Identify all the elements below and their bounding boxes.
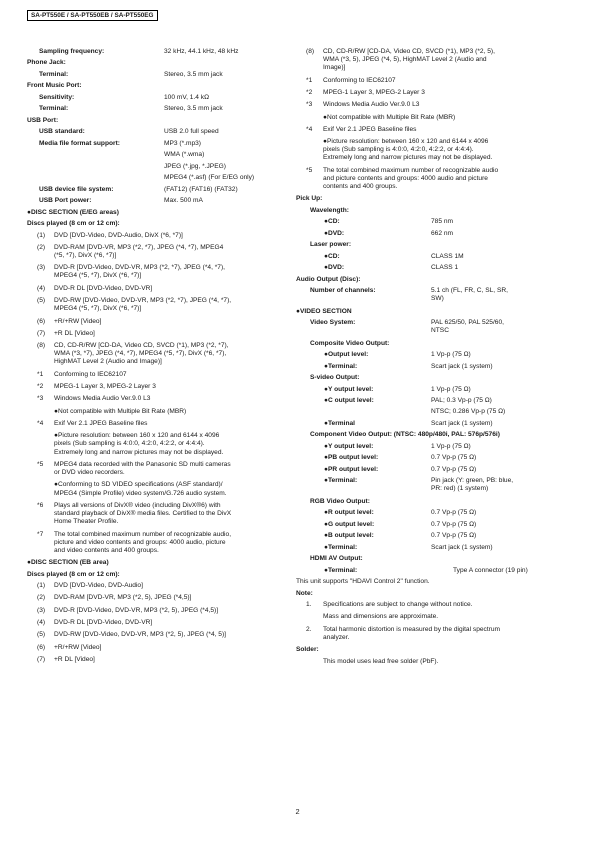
item-number: (5) xyxy=(37,297,46,305)
numbered-item xyxy=(27,285,289,293)
item-text: ●Picture resolution: between 160 x 120 and 6144 x 4096 xyxy=(54,432,220,440)
spec-row xyxy=(27,163,289,170)
sub-note xyxy=(296,138,570,163)
item-text: WMA (*3, 5), JPEG (*4, 5), HighMAT Level 2 (Audio and xyxy=(323,56,487,64)
section-heading: RGB Video Output: xyxy=(310,497,370,505)
spec-value: 0.7 Vp-p (75 Ω) xyxy=(431,520,477,528)
numbered-item xyxy=(296,601,570,609)
spec-label: ●CD: xyxy=(324,218,340,226)
spec-row xyxy=(296,287,570,303)
section-heading: Laser power: xyxy=(310,241,352,249)
spec-value: Pin jack (Y: green, PB: blue, xyxy=(431,477,514,485)
item-text: +R DL [Video] xyxy=(54,655,95,663)
spec-row xyxy=(27,94,289,101)
spec-label: Terminal: xyxy=(39,70,69,78)
spec-value: SW) xyxy=(431,295,444,303)
item-text: DVD-RAM [DVD-VR, MP3 (*2, *7), JPEG (*4, *7), MPEG4 xyxy=(54,243,224,251)
spec-label: Number of channels: xyxy=(310,287,376,295)
spec-label: ●C output level: xyxy=(324,397,374,404)
section-heading: Note: xyxy=(296,589,313,597)
spec-value: 0.7 Vp-p (75 Ω) xyxy=(431,532,477,540)
spec-label: ●B output level: xyxy=(324,532,374,540)
item-number: (8) xyxy=(37,342,46,350)
item-number: (6) xyxy=(37,643,46,651)
spec-label: Video System: xyxy=(310,319,356,327)
item-number: *3 xyxy=(306,101,313,109)
spec-row xyxy=(296,230,570,237)
item-text: DVD-R [DVD-Video, DVD-VR, MP3 (*2, 5), JPEG (*4,5)] xyxy=(54,606,219,614)
numbered-item xyxy=(27,330,289,338)
spec-value: Scart jack (1 system) xyxy=(431,419,493,427)
item-number: (2) xyxy=(37,594,46,602)
numbered-item xyxy=(27,502,289,527)
spec-value: 0.7 Vp-p (75 Ω) xyxy=(431,509,477,517)
numbered-item xyxy=(296,626,570,642)
item-text: Extremely long and narrow pictures may not be displayed. xyxy=(54,448,224,456)
item-text: Extremely long and narrow pictures may not be displayed. xyxy=(323,154,493,162)
spec-row xyxy=(296,351,570,358)
item-text: contents and 400 groups. xyxy=(323,183,398,191)
numbered-item xyxy=(27,297,289,313)
spec-label: USB standard: xyxy=(39,128,85,136)
numbered-item xyxy=(27,656,289,664)
item-text: Exif Ver 2.1 JPEG Baseline files xyxy=(54,419,148,427)
item-number: (7) xyxy=(37,329,46,337)
spec-row xyxy=(27,174,289,181)
item-text: MPEG-1 Layer 3, MPEG-2 Layer 3 xyxy=(54,383,156,391)
spec-value: (FAT12) (FAT16) (FAT32) xyxy=(164,185,238,193)
item-number: *4 xyxy=(306,125,313,133)
spec-label: ●R output level: xyxy=(324,509,374,517)
item-text: DVD-RW [DVD-Video, DVD-VR, MP3 (*2, 5), JPEG (*4, 5)] xyxy=(54,631,226,639)
spec-row xyxy=(296,420,570,427)
numbered-item xyxy=(27,619,289,627)
section-heading: Discs played (8 cm or 12 cm): xyxy=(27,220,120,228)
spec-value: MP3 (*.mp3) xyxy=(164,139,202,147)
item-text: ●Not compatible with Multiple Bit Rate (MBR) xyxy=(54,407,187,415)
item-text: or DVD video recorders. xyxy=(54,469,125,477)
spec-row xyxy=(27,186,289,193)
numbered-item xyxy=(27,371,289,379)
numbered-item xyxy=(27,342,289,367)
numbered-item xyxy=(27,594,289,602)
item-number: *1 xyxy=(37,370,44,378)
spec-row xyxy=(296,218,570,225)
spec-label: Sampling frequency: xyxy=(39,48,105,55)
item-number: *3 xyxy=(37,395,44,403)
spec-value: CLASS 1M xyxy=(431,252,464,260)
numbered-item xyxy=(27,631,289,639)
sub-note xyxy=(296,658,570,666)
spec-label: ●Terminal: xyxy=(324,362,358,370)
spec-row xyxy=(296,466,570,473)
spec-row xyxy=(296,264,570,271)
spec-row xyxy=(296,544,570,551)
item-text: DVD-R [DVD-Video, DVD-VR, MP3 (*2, *7), JPEG (*4, *7), xyxy=(54,264,225,272)
item-text: (*5, *7), DivX (*6, *7)] xyxy=(54,251,117,259)
numbered-item xyxy=(296,77,570,85)
spec-label: ●G output level: xyxy=(324,520,375,528)
section-heading: Front Music Port: xyxy=(27,82,82,90)
item-number: (4) xyxy=(37,284,46,292)
item-text: MPEG-1 Layer 3, MPEG-2 Layer 3 xyxy=(323,88,425,96)
spec-label: Media file format support: xyxy=(39,139,120,147)
sub-note xyxy=(27,481,289,497)
item-text: WMA (*3, *7), JPEG (*4, *7), MPEG4 (*5, *7), DivX (*6, *7), xyxy=(54,350,227,358)
item-number: *1 xyxy=(306,76,313,84)
spec-row xyxy=(27,140,289,147)
spec-row xyxy=(27,105,289,112)
spec-value: PAL; 0.3 Vp-p (75 Ω) xyxy=(431,397,492,404)
item-text: Image)] xyxy=(323,64,346,72)
item-text: ●Conforming to SD VIDEO specifications (ASF standard)/ xyxy=(54,481,223,489)
numbered-item xyxy=(296,101,570,109)
item-number: (3) xyxy=(37,606,46,614)
section-heading: Composite Video Output: xyxy=(310,339,390,347)
item-text: pixels (Sub sampling is 4:0:0, 4:2:0, 4:2:2, or 4:4:4). xyxy=(323,146,474,154)
item-text: Specifications are subject to change without notice. xyxy=(323,600,473,608)
item-text: DVD [DVD-Video, DVD-Audio] xyxy=(54,582,143,590)
right-column xyxy=(296,48,570,670)
spec-value: USB 2.0 full speed xyxy=(164,128,219,136)
numbered-item xyxy=(27,232,289,240)
spec-value: WMA (*.wma) xyxy=(164,151,205,159)
spec-label: ●Terminal xyxy=(324,419,355,427)
item-text: picture and video contents and groups: 4000 audio, picture xyxy=(54,538,226,546)
numbered-item xyxy=(296,48,570,73)
spec-row xyxy=(296,567,570,574)
item-number: *7 xyxy=(37,530,44,538)
spec-label: ●PB output level: xyxy=(324,454,379,462)
numbered-item xyxy=(27,264,289,280)
spec-label: USB Port power: xyxy=(39,197,92,205)
item-text: Windows Media Audio Ver.9.0 L3 xyxy=(54,395,151,403)
numbered-item xyxy=(27,582,289,590)
section-heading: Audio Output (Disc): xyxy=(296,275,361,283)
item-text: Exif Ver 2.1 JPEG Baseline files xyxy=(323,125,417,133)
item-text: The total combined maximum number of recognizable audio xyxy=(323,166,499,174)
spec-row xyxy=(296,363,570,370)
item-text: MPEG4 (Simple Profile) video system/G.726 audio system. xyxy=(54,489,227,497)
spec-value: 662 nm xyxy=(431,229,453,237)
item-text: and picture contents and groups: 4000 audio and picture xyxy=(323,174,488,182)
item-text: DVD-RAM [DVD-VR, MP3 (*2, 5), JPEG (*4,5)] xyxy=(54,594,192,602)
sub-note xyxy=(27,432,289,457)
spec-value: Type A connector (19 pin) xyxy=(453,566,528,574)
left-column xyxy=(27,48,289,668)
spec-row xyxy=(296,532,570,539)
section-heading: ●DISC SECTION (E/EG areas) xyxy=(27,208,119,216)
item-text: MPEG4 (*5, *7), DivX (*6, *7)] xyxy=(54,305,142,313)
sub-note xyxy=(27,408,289,416)
numbered-item xyxy=(296,167,570,192)
spec-label: ●Y output level: xyxy=(324,442,374,450)
spec-label: ●Terminal: xyxy=(324,477,358,485)
numbered-item xyxy=(27,395,289,403)
item-text: MPEG4 data recorded with the Panasonic SD multi cameras xyxy=(54,460,231,468)
spec-value: CLASS 1 xyxy=(431,264,459,272)
item-number: (8) xyxy=(306,48,315,55)
spec-row xyxy=(27,48,289,55)
spec-row xyxy=(296,397,570,404)
item-number: (2) xyxy=(37,243,46,251)
item-text: The total combined maximum number of recognizable audio, xyxy=(54,530,232,538)
item-text: CD, CD-R/RW [CD-DA, Video CD, SVCD (*1), MP3 (*2, *7), xyxy=(54,342,229,350)
spec-value: 1 Vp-p (75 Ω) xyxy=(431,442,471,450)
item-number: (1) xyxy=(37,231,46,239)
spec-value: PAL 625/50, PAL 525/60, xyxy=(431,319,504,327)
spec-label: Terminal: xyxy=(39,105,69,113)
spec-label: ●Terminal: xyxy=(324,566,358,574)
item-number: (4) xyxy=(37,618,46,626)
item-number: (5) xyxy=(37,631,46,639)
numbered-item xyxy=(27,420,289,428)
spec-value: 785 nm xyxy=(431,218,453,226)
section-heading: S-video Output: xyxy=(310,374,360,382)
spec-value: MPEG4 (*.asf) (For E/EG only) xyxy=(164,174,255,182)
spec-row xyxy=(296,521,570,528)
spec-row xyxy=(27,151,289,158)
spec-value: PR: red) (1 system) xyxy=(431,485,489,493)
spec-row xyxy=(296,509,570,516)
spec-value: 0.7 Vp-p (75 Ω) xyxy=(431,465,477,473)
spec-value: JPEG (*.jpg, *.JPEG) xyxy=(164,162,226,170)
spec-label: Sensitivity: xyxy=(39,93,75,101)
numbered-item xyxy=(27,644,289,652)
item-text: +R/+RW [Video] xyxy=(54,643,102,651)
spec-value: NTSC xyxy=(431,327,449,335)
section-heading: HDMI AV Output: xyxy=(310,555,363,563)
item-number: *5 xyxy=(37,460,44,468)
spec-row xyxy=(296,253,570,260)
spec-row xyxy=(296,477,570,493)
item-text: DVD [DVD-Video, DVD-Audio, DivX (*6, *7)] xyxy=(54,231,183,239)
section-heading: ●DISC SECTION (EB area) xyxy=(27,559,109,567)
numbered-item xyxy=(27,531,289,556)
item-text: MPEG4 (*5, *7), DivX (*6, *7)] xyxy=(54,272,142,280)
item-number: (7) xyxy=(37,655,46,663)
model-header: SA-PT550E / SA-PT550EB / SA-PT550EG xyxy=(27,10,158,21)
item-number: *5 xyxy=(306,166,313,174)
spec-value: Stereo, 3.5 mm jack xyxy=(164,70,223,78)
item-text: standard playback of DivX® media files. Certified to the DivX xyxy=(54,510,232,518)
item-text: pixels (Sub sampling is 4:0:0, 4:2:0, 4:2:2, or 4:4:4). xyxy=(54,440,205,448)
item-text: Plays all versions of DivX® video (including DivX®6) with xyxy=(54,501,221,509)
item-text: and video contents and 400 groups. xyxy=(54,546,159,554)
spec-row xyxy=(27,71,289,78)
item-text: +R DL [Video] xyxy=(54,329,95,337)
item-text: ●Picture resolution: between 160 x 120 and 6144 x 4096 xyxy=(323,138,489,146)
item-number: *4 xyxy=(37,419,44,427)
item-number: *2 xyxy=(37,383,44,391)
spec-value: Max. 500 mA xyxy=(164,197,203,205)
item-text: DVD-RW [DVD-Video, DVD-VR, MP3 (*2, *7), JPEG (*4, *7), xyxy=(54,297,232,305)
item-text: Total harmonic distortion is measured by the digital spectrum xyxy=(323,625,501,633)
item-text: Home Theater Profile. xyxy=(54,518,119,526)
spec-value: 0.7 Vp-p (75 Ω) xyxy=(431,454,477,462)
section-heading: USB Port: xyxy=(27,116,59,124)
numbered-item xyxy=(27,318,289,326)
item-text: +R/+RW [Video] xyxy=(54,317,102,325)
section-heading: Pick Up: xyxy=(296,195,323,203)
item-number: *6 xyxy=(37,501,44,509)
section-heading: Phone Jack: xyxy=(27,59,66,67)
spec-label: ●DVD: xyxy=(324,264,345,272)
numbered-item xyxy=(296,126,570,134)
section-heading: Component Video Output: (NTSC: 480p/480i, PAL: 576p/576i) xyxy=(310,431,500,439)
item-text: Conforming to IEC62107 xyxy=(323,76,396,84)
spec-label: ●PR output level: xyxy=(324,465,379,473)
spec-row xyxy=(27,128,289,135)
spec-row xyxy=(296,386,570,393)
item-text: Mass and dimensions are approximate. xyxy=(323,613,439,621)
spec-label: ●Output level: xyxy=(324,351,369,359)
item-text: ●Not compatible with Multiple Bit Rate (MBR) xyxy=(323,113,456,121)
spec-row xyxy=(296,408,570,415)
spec-row xyxy=(296,319,570,335)
spec-value: 5.1 ch (FL, FR, C, SL, SR, xyxy=(431,287,508,295)
sub-note xyxy=(296,114,570,122)
spec-value: 100 mV, 1.4 kΩ xyxy=(164,93,210,101)
item-number: 2. xyxy=(306,625,312,633)
item-text: analyzer. xyxy=(323,633,350,641)
item-text: DVD-R DL [DVD-Video, DVD-VR] xyxy=(54,618,153,626)
section-heading: Wavelength: xyxy=(310,206,349,214)
sub-note xyxy=(296,613,570,621)
item-number: (6) xyxy=(37,317,46,325)
item-text: This model uses lead free solder (PbF). xyxy=(323,657,439,665)
item-text: Conforming to IEC62107 xyxy=(54,370,127,378)
item-text: CD, CD-R/RW [CD-DA, Video CD, SVCD (*1), MP3 (*2, 5), xyxy=(323,48,495,55)
spec-value: Scart jack (1 system) xyxy=(431,543,493,551)
spec-label: ●DVD: xyxy=(324,229,345,237)
spec-row xyxy=(296,454,570,461)
item-number: 1. xyxy=(306,600,312,608)
item-number: (3) xyxy=(37,264,46,272)
section-heading: Solder: xyxy=(296,646,319,654)
spec-label: ●Terminal: xyxy=(324,543,358,551)
spec-label: ●CD: xyxy=(324,252,340,260)
spec-value: 32 kHz, 44.1 kHz, 48 kHz xyxy=(164,48,239,55)
paragraph: This unit supports "HDAVI Control 2" function. xyxy=(296,578,430,586)
item-number: *2 xyxy=(306,88,313,96)
spec-label: USB device file system: xyxy=(39,185,114,193)
spec-label: ●Y output level: xyxy=(324,385,374,393)
page-number: 2 xyxy=(295,807,300,816)
spec-value: 1 Vp-p (75 Ω) xyxy=(431,385,471,393)
numbered-item xyxy=(296,89,570,97)
item-text: Windows Media Audio Ver.9.0 L3 xyxy=(323,101,420,109)
spec-value: Scart jack (1 system) xyxy=(431,362,493,370)
spec-value: 1 Vp-p (75 Ω) xyxy=(431,351,471,359)
item-number: (1) xyxy=(37,582,46,590)
numbered-item xyxy=(27,244,289,260)
numbered-item xyxy=(27,383,289,391)
spec-value: NTSC; 0.286 Vp-p (75 Ω) xyxy=(431,408,506,416)
section-heading: Discs played (8 cm or 12 cm): xyxy=(27,570,120,578)
numbered-item xyxy=(27,461,289,477)
spec-row xyxy=(27,197,289,204)
spec-row xyxy=(296,443,570,450)
item-text: DVD-R DL [DVD-Video, DVD-VR] xyxy=(54,284,153,292)
section-heading: ●VIDEO SECTION xyxy=(296,307,352,315)
numbered-item xyxy=(27,607,289,615)
item-text: HighMAT Level 2 (Audio and Image)] xyxy=(54,358,162,366)
spec-value: Stereo, 3.5 mm jack xyxy=(164,105,223,113)
